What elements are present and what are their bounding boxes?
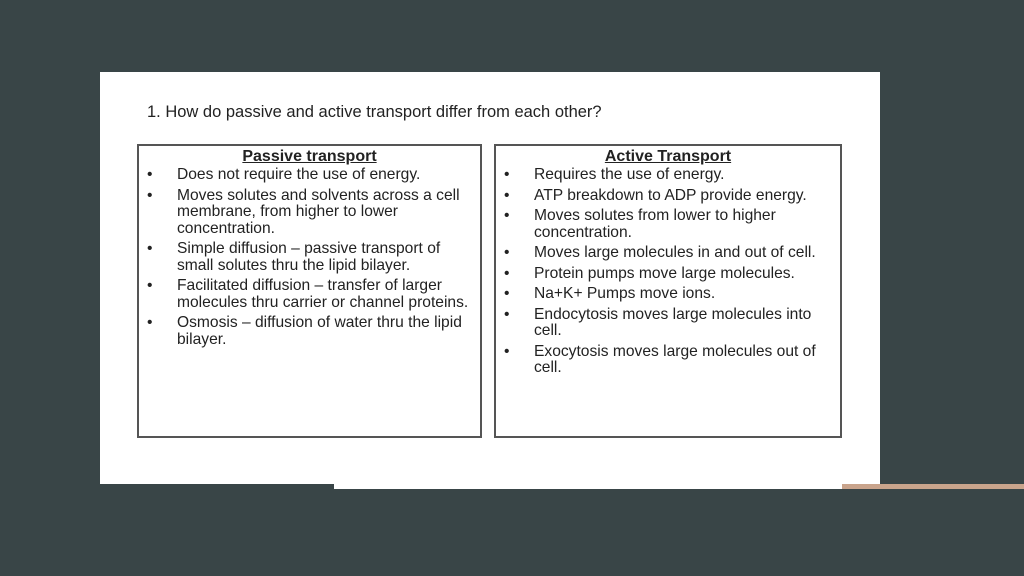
bullet: • <box>504 207 510 224</box>
active-transport-title: Active Transport <box>604 148 732 165</box>
list-item-text: Osmosis – diffusion of water thru the lipid bilayer. <box>177 314 462 348</box>
slide-image <box>100 72 880 484</box>
bullet: • <box>147 277 153 294</box>
list-item-text: Does not require the use of energy. <box>177 166 421 183</box>
bullet: • <box>504 166 510 183</box>
bullet: • <box>504 244 510 261</box>
bullet: • <box>504 285 510 302</box>
list-item <box>145 188 474 238</box>
list-item-text: Protein pumps move large molecules. <box>534 264 795 282</box>
list-item-text: Moves solutes from lower to higher concentration. <box>534 207 776 241</box>
bullet: • <box>147 166 153 183</box>
passive-transport-box <box>137 144 482 438</box>
bullet: • <box>504 305 510 323</box>
list-item-text: Moves solutes and solvents across a cell membrane, from higher to lower concentration. <box>177 186 460 237</box>
passive-transport-title: Passive transport <box>242 148 377 165</box>
list-item-text: Endocytosis moves large molecules into cell. <box>534 305 812 339</box>
accent-bar <box>842 484 1024 489</box>
bullet: • <box>147 240 153 257</box>
list-item-text: Simple diffusion – passive transport of small solutes thru the lipid bilayer. <box>177 240 441 274</box>
list-item <box>502 188 834 205</box>
question-text: 1. How do passive and active transport differ from each other? <box>147 103 602 121</box>
active-transport-box <box>494 144 842 438</box>
list-item <box>502 266 834 283</box>
list-item <box>145 241 474 274</box>
list-item <box>502 286 834 303</box>
bullet: • <box>504 264 510 282</box>
active-transport-list <box>502 167 834 377</box>
list-item <box>502 344 834 377</box>
list-item-text: Requires the use of energy. <box>534 166 725 183</box>
list-item-text: Na+K+ Pumps move ions. <box>534 285 716 302</box>
list-item <box>145 167 474 184</box>
bullet: • <box>147 314 153 331</box>
list-item <box>145 315 474 348</box>
decorative-bar <box>334 484 842 489</box>
bullet: • <box>147 186 153 204</box>
list-item <box>502 307 834 340</box>
list-item-text: ATP breakdown to ADP provide energy. <box>534 186 807 204</box>
list-item <box>502 245 834 262</box>
list-item <box>145 278 474 311</box>
list-item-text: Exocytosis moves large molecules out of cell. <box>534 342 816 376</box>
bullet: • <box>504 342 510 360</box>
list-item <box>502 167 834 184</box>
bullet: • <box>504 186 510 204</box>
list-item-text: Facilitated diffusion – transfer of larger molecules thru carrier or channel proteins. <box>177 277 469 311</box>
list-item-text: Moves large molecules in and out of cell. <box>534 244 816 261</box>
list-item <box>502 208 834 241</box>
passive-transport-list <box>145 167 474 348</box>
